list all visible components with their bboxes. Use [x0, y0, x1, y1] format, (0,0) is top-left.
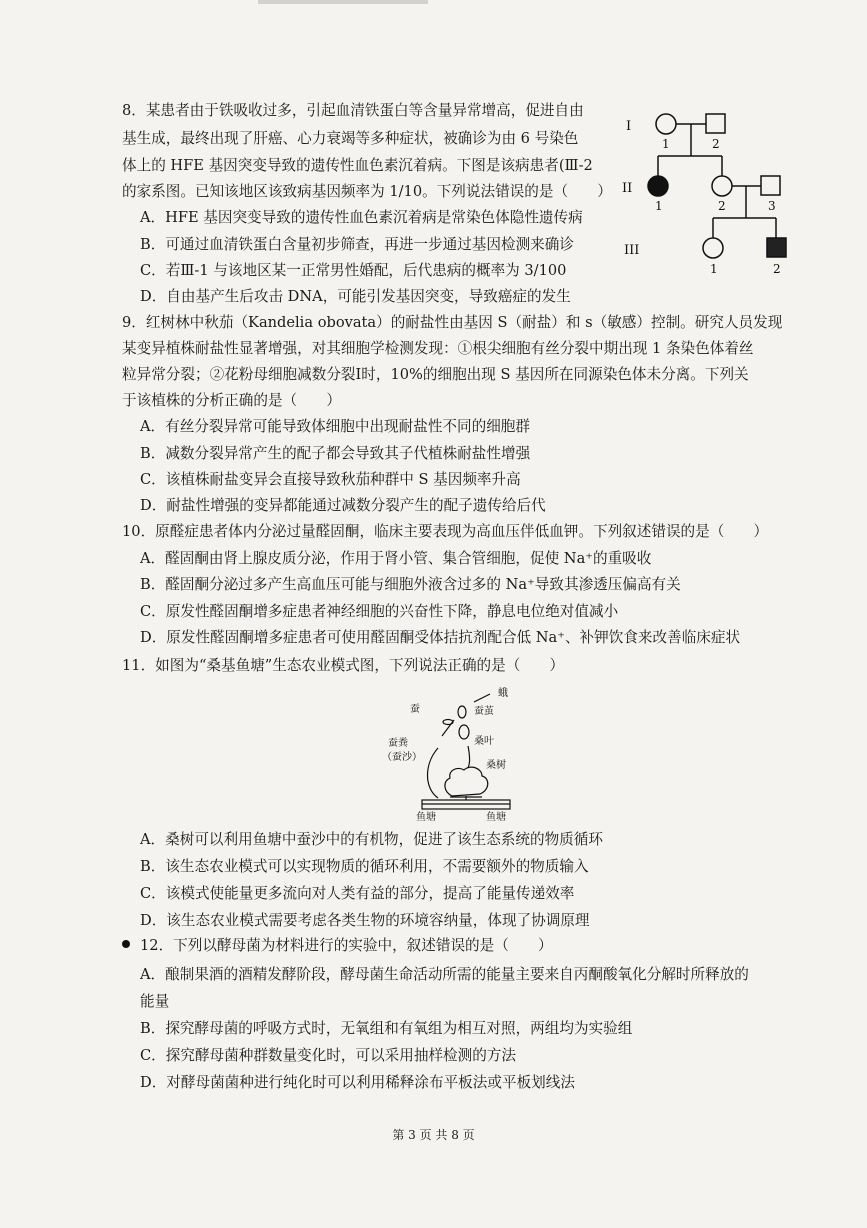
- bullet-marker: [122, 940, 130, 948]
- num-III-1: 1: [710, 262, 718, 276]
- label-cocoon: 蚕茧: [474, 706, 494, 717]
- gen-label-I: I: [626, 119, 632, 134]
- leaf-icon: [459, 725, 469, 739]
- mulberry-tree-canopy: [445, 767, 488, 796]
- q9-line-1: 9．红树林中秋茄（Kandelia obovata）的耐盐性由基因 S（耐盐）和 s（敏感）控制。研究人员发现: [122, 314, 783, 331]
- num-II-1: 1: [655, 199, 663, 213]
- q9-line-4: 于该植株的分析正确的是（ ）: [122, 392, 341, 409]
- q8-line-1: 8．某患者由于铁吸收过多，引起血清铁蛋白等含量异常增高，促进自由: [122, 102, 584, 119]
- num-II-2: 2: [718, 199, 726, 213]
- scan-artifact: [258, 0, 428, 4]
- mulberry-fish-pond-diagram: [382, 684, 532, 822]
- q10-option-b: B．醛固酮分泌过多产生高血压可能与细胞外液含过多的 Na⁺导致其渗透压偏高有关: [140, 576, 681, 593]
- page-footer: 第 3 页 共 8 页: [392, 1128, 475, 1142]
- label-feces-sub: （蚕沙）: [382, 752, 422, 763]
- arrow-to-cocoon: [442, 720, 454, 736]
- label-leaf: 桑叶: [474, 736, 494, 747]
- q8-option-a: A．HFE 基因突变导致的遗传性血色素沉着病是常染色体隐性遗传病: [140, 209, 583, 226]
- pedigree-I-2: [706, 114, 725, 133]
- q12-option-c: C．探究酵母菌种群数量变化时，可以采用抽样检测的方法: [140, 1047, 517, 1064]
- pedigree-II-3: [761, 176, 780, 195]
- arrow-tree-to-leaf: [468, 746, 470, 768]
- num-I-2: 2: [712, 137, 720, 151]
- q12-option-a-cont: 能量: [140, 993, 170, 1010]
- q8-line-3: 体上的 HFE 基因突变导致的遗传性血色素沉着病。下图是该病患者(Ⅲ-2: [122, 157, 593, 174]
- label-tree: 桑树: [486, 760, 506, 771]
- pedigree-III-2-affected: [767, 238, 786, 257]
- q11-line-1: 11．如图为“桑基鱼塘”生态农业模式图，下列说法正确的是（ ）: [122, 657, 565, 674]
- q10-option-a: A．醛固酮由肾上腺皮质分泌，作用于肾小管、集合管细胞，促使 Na⁺的重吸收: [140, 550, 652, 567]
- q11-option-d: D．该生态农业模式需要考虑各类生物的环境容纳量，体现了协调原理: [140, 912, 590, 929]
- q12-line-1: 12．下列以酵母菌为材料进行的实验中，叙述错误的是（ ）: [140, 937, 553, 954]
- label-pond-left: 鱼塘: [416, 812, 436, 822]
- arrow-to-moth: [474, 694, 490, 702]
- label-feces: 蚕粪: [388, 738, 408, 749]
- q12-option-a: A．酿制果酒的酒精发酵阶段，酵母菌生命活动所需的能量主要来自丙酮酸氧化分解时所释放的: [140, 966, 749, 983]
- pedigree-II-2: [712, 176, 732, 196]
- q8-line-2: 基生成，最终出现了肝癌、心力衰竭等多种症状，被确诊为由 6 号染色: [122, 130, 579, 147]
- gen-label-II: II: [622, 181, 633, 196]
- q9-line-2: 某变异植株耐盐性显著增强，对其细胞学检测发现：①根尖细胞有丝分裂中期出现 1 条染色体着丝: [122, 340, 754, 357]
- label-moth: 蛾: [498, 688, 508, 699]
- arrow-feces-to-pond: [428, 748, 439, 798]
- q10-option-c: C．原发性醛固酮增多症患者神经细胞的兴奋性下降，静息电位绝对值减小: [140, 603, 619, 620]
- pedigree-I-1: [656, 114, 676, 134]
- q8-option-b: B．可通过血清铁蛋白含量初步筛查，再进一步通过基因检测来确诊: [140, 236, 574, 253]
- num-I-1: 1: [662, 137, 670, 151]
- q8-line-4: 的家系图。已知该地区该致病基因频率为 1/10。下列说法错误的是（ ）: [122, 183, 612, 200]
- q9-option-b: B．减数分裂异常产生的配子都会导致其子代植株耐盐性增强: [140, 445, 531, 462]
- q9-option-d: D．耐盐性增强的变异都能通过减数分裂产生的配子遗传给后代: [140, 497, 546, 514]
- q8-option-c: C．若Ⅲ-1 与该地区某一正常男性婚配，后代患病的概率为 3/100: [140, 262, 567, 279]
- q10-option-d: D．原发性醛固酮增多症患者可使用醛固酮受体拮抗剂配合低 Na⁺、补钾饮食来改善临床症状: [140, 629, 741, 646]
- label-silkworm: 蚕: [410, 704, 420, 715]
- num-II-3: 3: [768, 199, 776, 213]
- q11-option-a: A．桑树可以利用鱼塘中蚕沙中的有机物，促进了该生态系统的物质循环: [140, 831, 603, 848]
- q12-option-d: D．对酵母菌菌种进行纯化时可以利用稀释涂布平板法或平板划线法: [140, 1074, 575, 1091]
- label-pond-right: 鱼塘: [486, 812, 506, 822]
- num-III-2: 2: [773, 262, 781, 276]
- pedigree-III-1: [703, 238, 723, 258]
- q11-option-b: B．该生态农业模式可以实现物质的循环利用，不需要额外的物质输入: [140, 858, 589, 875]
- q8-option-d: D．自由基产生后攻击 DNA，可能引发基因突变，导致癌症的发生: [140, 288, 571, 305]
- silkworm-icon: [443, 720, 453, 725]
- pedigree-chart: [618, 106, 808, 286]
- pedigree-II-1-affected: [648, 176, 668, 196]
- q12-option-b: B．探究酵母菌的呼吸方式时，无氧组和有氧组为相互对照，两组均为实验组: [140, 1020, 633, 1037]
- q11-option-c: C．该模式使能量更多流向对人类有益的部分，提高了能量传递效率: [140, 885, 575, 902]
- q9-option-a: A．有丝分裂异常可能导致体细胞中出现耐盐性不同的细胞群: [140, 418, 530, 435]
- gen-label-III: III: [624, 243, 640, 258]
- q9-line-3: 粒异常分裂；②花粉母细胞减数分裂Ⅰ时，10%的细胞出现 S 基因所在同源染色体未分离。下列关: [122, 366, 749, 383]
- q10-line-1: 10．原醛症患者体内分泌过量醛固酮，临床主要表现为高血压伴低血钾。下列叙述错误的是（ ）: [122, 523, 769, 540]
- cocoon-icon: [458, 706, 466, 718]
- q9-option-c: C．该植株耐盐变异会直接导致秋茄种群中 S 基因频率升高: [140, 471, 521, 488]
